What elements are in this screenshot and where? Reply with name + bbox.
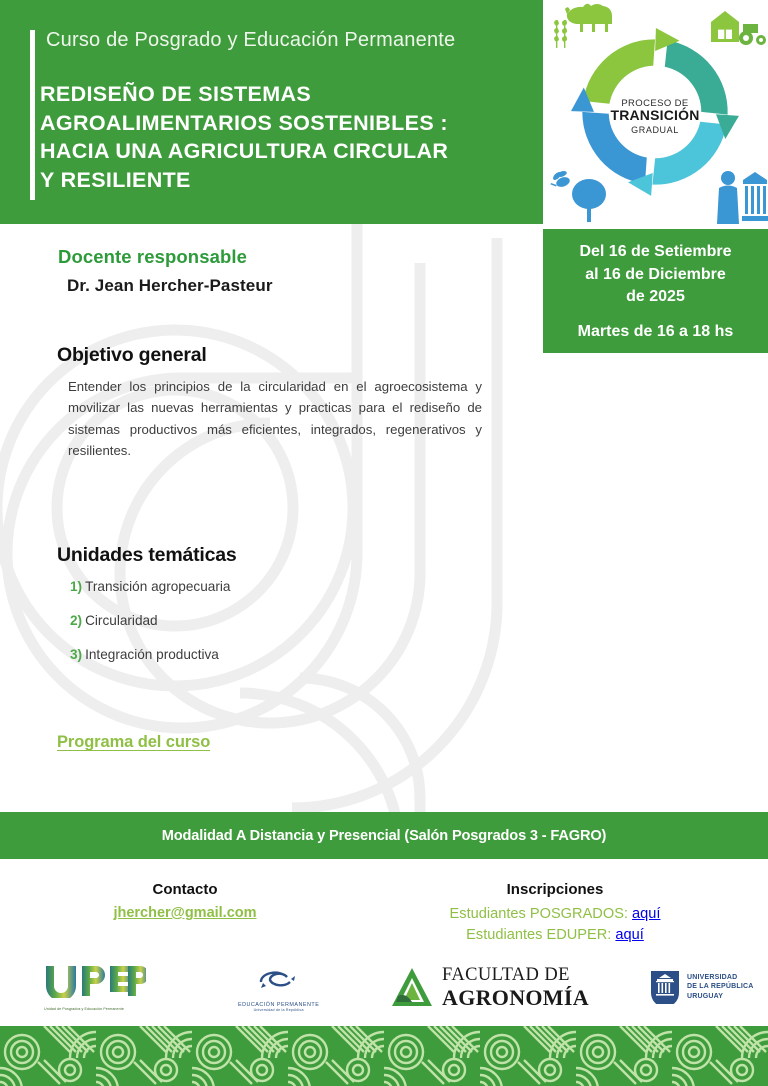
course-dates-box [543,229,768,353]
title-line-3: HACIA UNA AGRICULTURA CIRCULAR [40,139,449,164]
title-line-4: Y RESILIENTE [40,167,191,192]
inscription-eduper-label: Estudiantes EDUPER: [466,927,616,944]
fagro-line-2: AGRONOMÍA [442,984,589,1010]
udelar-shield-icon [650,970,680,1004]
list-item-number: 1) [70,579,83,594]
inscription-posgrados-link[interactable]: aquí [632,906,661,922]
list-item [70,647,470,664]
docente-label: Docente responsable [58,246,248,267]
udelar-wordmark [687,973,754,1001]
inscription-line-posgrados [400,904,710,925]
upep-caption: Unidad de Posgrados y Educación Permanente [44,1007,124,1011]
unidades-list [70,579,470,681]
header-banner [0,0,543,224]
facultad-agronomia-logo [390,966,589,1009]
title-line-2: AGROALIMENTARIOS SOSTENIBLES : [40,110,448,135]
objetivo-title: Objetivo general [57,344,207,366]
inscription-eduper-link[interactable]: aquí [615,927,644,944]
upep-wordmark [44,964,146,1004]
fagro-wordmark [442,966,589,1009]
unidades-title: Unidades temáticas [57,544,237,566]
list-item-number: 3) [70,646,83,662]
cycle-label-bottom: GRADUAL [631,125,679,135]
list-item-label: Transición agropecuaria [85,579,231,594]
inscriptions-column [400,881,710,946]
person-icon [717,171,739,224]
wheat-icon [554,20,567,48]
eduper-title: EDUCACIÓN PERMANENTE [238,1002,320,1008]
cow-icon [565,4,612,32]
list-item-label: Circularidad [85,612,158,628]
fagro-line-1: FACULTAD DE [442,965,570,985]
contact-title: Contacto [152,881,218,898]
date-range-line-1: Del 16 de Setiembre [579,242,732,260]
logo-row [0,958,768,1026]
barn-icon [711,11,739,42]
page-title [40,80,530,194]
title-line-1: REDISEÑO DE SISTEMAS [40,82,312,106]
date-range [579,241,731,309]
date-range-line-3: de 2025 [626,288,685,306]
course-schedule: Martes de 16 a 18 hs [577,323,734,341]
tree-icon [572,179,606,222]
eduper-subtitle: Universidad de la República [253,1008,304,1012]
agronomia-mark-icon [390,966,434,1008]
swirl-icon [249,968,309,994]
header-accent-bar [30,30,35,200]
modality-band [0,812,768,859]
upep-logo [44,964,146,1011]
main-content [0,224,543,814]
cycle-label-mid: TRANSICIÓN [610,107,700,123]
contact-email-link[interactable]: jhercher@gmail.com [113,905,257,921]
objetivo-text: Entender los principios de la circularidad en el agroecosistema y movilizar las nuevas herramientas y practicas para el rediseño de sistemas productivos más eficientes, integrados, regenerativos y resilientes. [68,379,482,459]
programa-del-curso-link[interactable]: Programa del curso [57,733,211,751]
list-item-label: Integración productiva [85,646,219,662]
decorative-pattern-strip [0,1026,768,1086]
docente-name: Dr. Jean Hercher-Pasteur [67,276,273,295]
udelar-line-3: URUGUAY [687,992,724,1000]
inscription-posgrados-label: Estudiantes POSGRADOS: [449,906,633,922]
transition-cycle-graphic [543,0,768,224]
inscription-line-eduper [400,925,710,946]
cycle-label-top: PROCESO DE [621,98,689,109]
modality-text: Modalidad A Distancia y Presencial (Salón Posgrados 3 - FAGRO) [161,827,607,844]
list-item-number: 2) [70,612,83,628]
list-item [70,613,470,630]
footer-info [0,859,768,959]
date-range-line-2: al 16 de Diciembre [585,265,726,283]
bee-icon [550,170,571,189]
educacion-permanente-logo [238,968,319,1012]
course-eyebrow: Curso de Posgrado y Educación Permanente [46,29,456,51]
tractor-icon [739,24,766,45]
udelar-line-1: UNIVERSIDAD [687,973,738,981]
contact-column [60,881,310,922]
list-item [70,579,470,596]
inscriptions-title: Inscripciones [506,881,604,898]
udelar-line-2: DE LA REPÚBLICA [687,983,754,991]
building-icon [742,172,768,221]
udelar-logo [650,970,754,1004]
